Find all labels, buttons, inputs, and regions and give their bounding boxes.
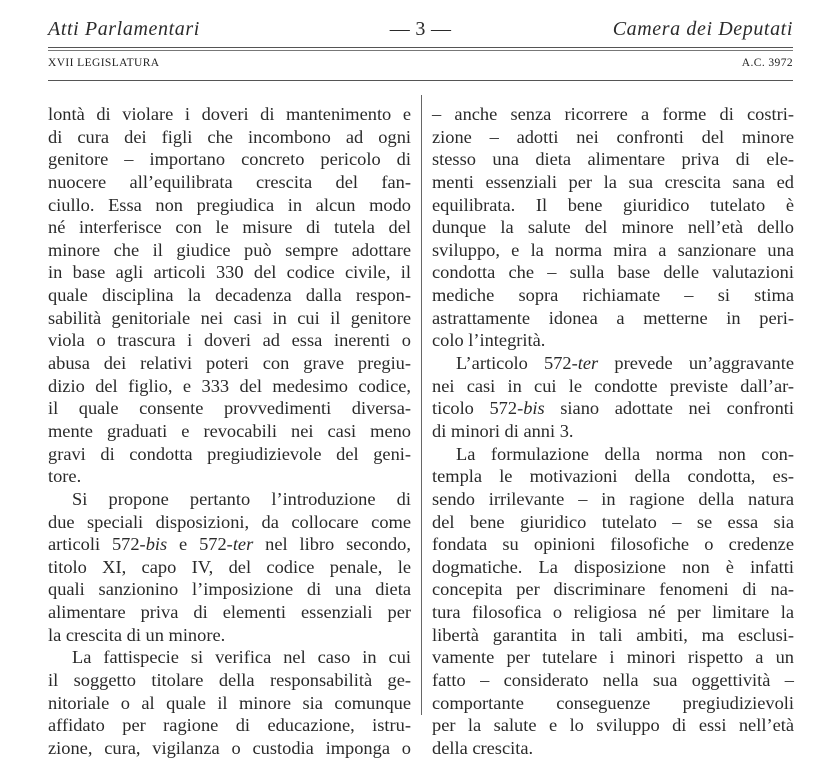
text-line: minore che il giudice può sempre adottare (48, 239, 411, 260)
paragraph-start-line: Si propone pertanto l’introduzione di (72, 488, 411, 509)
text-run: articoli 572- (48, 534, 146, 555)
text-line: affidato per ragione di educazione, istru- (48, 715, 411, 736)
text-line: il quale consente provvedimenti diversa- (48, 398, 411, 419)
text-line-with-italics (48, 533, 411, 556)
text-line: sendo irrilevante – in ragione della natura (432, 488, 794, 509)
text-line: dogmatiche. La disposizione non è infatti (432, 556, 794, 577)
text-line: templa le motivazioni della condotta, es- (432, 466, 794, 487)
text-line: di cura dei figli che incombono ad ogni (48, 126, 411, 147)
text-line: del bene giuridico tutelato – se essa sia (432, 511, 794, 532)
page-number: — 3 — (389, 18, 452, 40)
text-line: fatto – considerato nella sua oggettività – (432, 670, 794, 691)
paragraph-start-line: La fattispecie si verifica nel caso in cui (72, 647, 411, 668)
text-line: libertà garantita in tali ambiti, ma esclusi- (432, 624, 794, 645)
text-line: tura filosofica o religiosa né per limitare la (432, 602, 794, 623)
text-line: di minori di anni 3. (432, 420, 574, 441)
italic-term-bis: bis (523, 398, 545, 419)
text-line: stesso una dieta alimentare priva di ele- (432, 149, 794, 170)
italic-term-bis: bis (145, 534, 168, 555)
text-line: menti essenziali per la sua crescita sana ed (432, 171, 794, 192)
header-right-title: Camera dei Deputati (612, 18, 793, 40)
text-line: sabilità genitoriale nei casi in cui il genitore (48, 307, 411, 328)
text-line: dizio del figlio, e 333 del medesimo codice, (48, 375, 411, 396)
text-line: abusa dei relativi poteri con grave pregiu- (48, 353, 411, 374)
running-header (48, 18, 793, 46)
text-run: L’articolo 572- (456, 353, 578, 374)
paragraph-start-line-with-italics (432, 352, 794, 375)
text-line: mente graduati e revocabili nei casi meno (48, 420, 411, 441)
text-line: titolo XI, capo IV, del codice penale, le (48, 556, 411, 577)
header-double-rule (48, 47, 793, 51)
text-run: siano adottate nei confronti (544, 398, 794, 419)
text-line: comportante conseguenze pregiudizievoli (432, 692, 794, 713)
header-left-title: Atti Parlamentari (48, 18, 200, 40)
text-line: tore. (48, 466, 82, 487)
text-line: per la salute e lo sviluppo di essi nell’età (432, 715, 794, 736)
text-line: alimentare priva di elementi essenziali per (48, 602, 411, 623)
text-column-right (432, 103, 794, 760)
text-run: e 572- (167, 534, 233, 555)
text-line: nitoriale o al quale il minore sia comunque (48, 692, 411, 713)
text-line: della crescita. (432, 737, 534, 758)
text-line: la crescita di un minore. (48, 624, 226, 645)
text-line: equilibrata. Il bene giuridico tutelato è (432, 194, 794, 215)
text-run: prevede un’aggravante (598, 353, 794, 374)
text-line: lontà di violare i doveri di mantenimento e (48, 104, 411, 124)
text-line: condotta che – sulla base delle valutazioni (432, 262, 794, 283)
text-line: viola o trascura i doveri ad essa inerenti o (48, 330, 411, 351)
text-line: gravi di condotta pregiudizievole del geni- (48, 443, 411, 464)
text-line-with-italics (432, 397, 794, 420)
text-line: due speciali disposizioni, da collocare come (48, 511, 411, 532)
document-id: A.C. 3972 (741, 57, 793, 69)
text-line: nei casi in cui le condotte previste dall’ar- (432, 375, 794, 396)
paragraph-start-line: La formulazione della norma non con- (456, 443, 794, 464)
text-line: quali sanzionino l’imposizione di una dieta (48, 579, 411, 600)
italic-term-ter: ter (232, 534, 254, 555)
text-run: nel libro secondo, (253, 534, 411, 555)
legislature-label: XVII LEGISLATURA (48, 57, 160, 69)
text-line: quale disciplina la decadenza dalla respon- (48, 285, 411, 306)
text-line: vamente per tutelare i minori rispetto a un (432, 647, 794, 668)
text-line: fondata su opinioni filosofiche o credenze (432, 534, 794, 555)
text-run: ticolo 572- (432, 398, 524, 419)
text-line: zione, cura, vigilanza o custodia imponga o (48, 737, 411, 758)
text-line: mediche sopra richiamate – si stima (432, 285, 794, 306)
text-line: né interferisce con le misure di tutela del (48, 217, 411, 238)
text-line: concepita per discriminare fenomeni di na- (432, 579, 794, 600)
text-line: astrattamente idonea a metterne in peri- (432, 307, 794, 328)
text-line: nuocere all’equilibrata crescita del fan- (48, 171, 411, 192)
header-single-rule (48, 80, 793, 81)
text-line: – anche senza ricorrere a forme di costri- (432, 104, 794, 124)
text-line: colo l’integrità. (432, 330, 546, 351)
text-line: genitore – importano concreto pericolo di (48, 149, 411, 170)
text-line: zione – adotti nei confronti del minore (432, 126, 794, 147)
text-line: ciullo. Essa non pregiudica in alcun modo (48, 194, 411, 215)
italic-term-ter: ter (577, 353, 599, 374)
text-line: sviluppo, e la norma mira a sanzionare una (432, 239, 794, 260)
text-line: in base agli articoli 330 del codice civile, il (48, 262, 411, 283)
sub-header (48, 57, 793, 75)
column-divider (421, 95, 422, 715)
text-column-left (48, 103, 411, 760)
text-line: dunque la salute del minore nell’età dello (432, 217, 794, 238)
text-line: il soggetto titolare della responsabilità ge- (48, 670, 411, 691)
